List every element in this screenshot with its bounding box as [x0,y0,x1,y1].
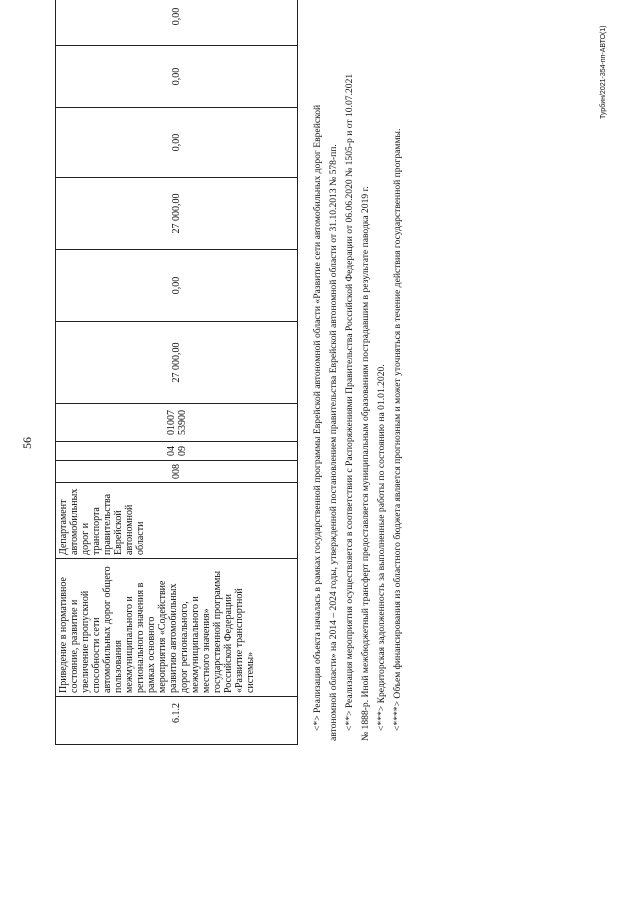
value-cell: 27 000,00 [56,178,298,250]
table-row [56,0,298,745]
table-container [55,7,298,745]
grbs-code: 008 [56,461,298,483]
row-number: 6.1.2 [56,697,298,745]
footnote-line: <****> Объем финансирования из областного бюджета является прогнозным и может уточняться в течение действия государственной программы. [392,128,403,731]
csr-code: 01007 53900 [56,404,298,442]
footnote-line: <**> Реализация мероприятия осуществляется в соответствии с Распоряжениями Правительства Российской Федерации от 06.06.2020 № 1505-р и от 10.07.2021 [344,73,355,731]
page-number: 56 [20,437,34,449]
activity-name: Приведение в нормативное состояние, развитие и увеличение пропускной способности сети автомобильных дорог общего пользования межмуниципального и регионального значения в рамках основного мероприятия «Содействие развитию автомобильных дорог регионального, межмуниципального и местного значения» государственной программы Российской Федерации «Развитие транспортной системы» [56,559,298,697]
footnote-line: автономной области» на 2014 – 2024 годы, утвержденной постановлением правительства Еврейской автономной области от 31.10.2013 № 578-пп. [328,144,339,741]
value-cell: 0,00 [56,0,298,46]
rzpr-code: 0409 [56,442,298,461]
value-cell: 0,00 [56,46,298,108]
document-code: Турбин/2021-354-пп-АВТО(1) [600,25,607,119]
footnote-line: <***> Кредиторская задолженность за выполненные работы по состоянию на 01.01.2020. [376,364,387,731]
executor: Департамент автомобильных дорог и транспорта правительства Еврейской автономной области [56,483,298,559]
value-cell: 0,00 [56,250,298,322]
financing-table [55,0,298,745]
footnotes [310,1,406,741]
footnote-line: № 1888-р. Иной межбюджетный трансферт предоставляется муниципальным образованиям пострадавшим в результате паводка 2019 г. [360,186,371,741]
footnote-line: <*> Реализация объекта началась в рамках государственной программы Еврейской автономной области «Развитие сети автомобильных дорог Еврейской [312,104,323,731]
value-cell: 27 000,00 [56,322,298,404]
value-cell: 0,00 [56,108,298,178]
